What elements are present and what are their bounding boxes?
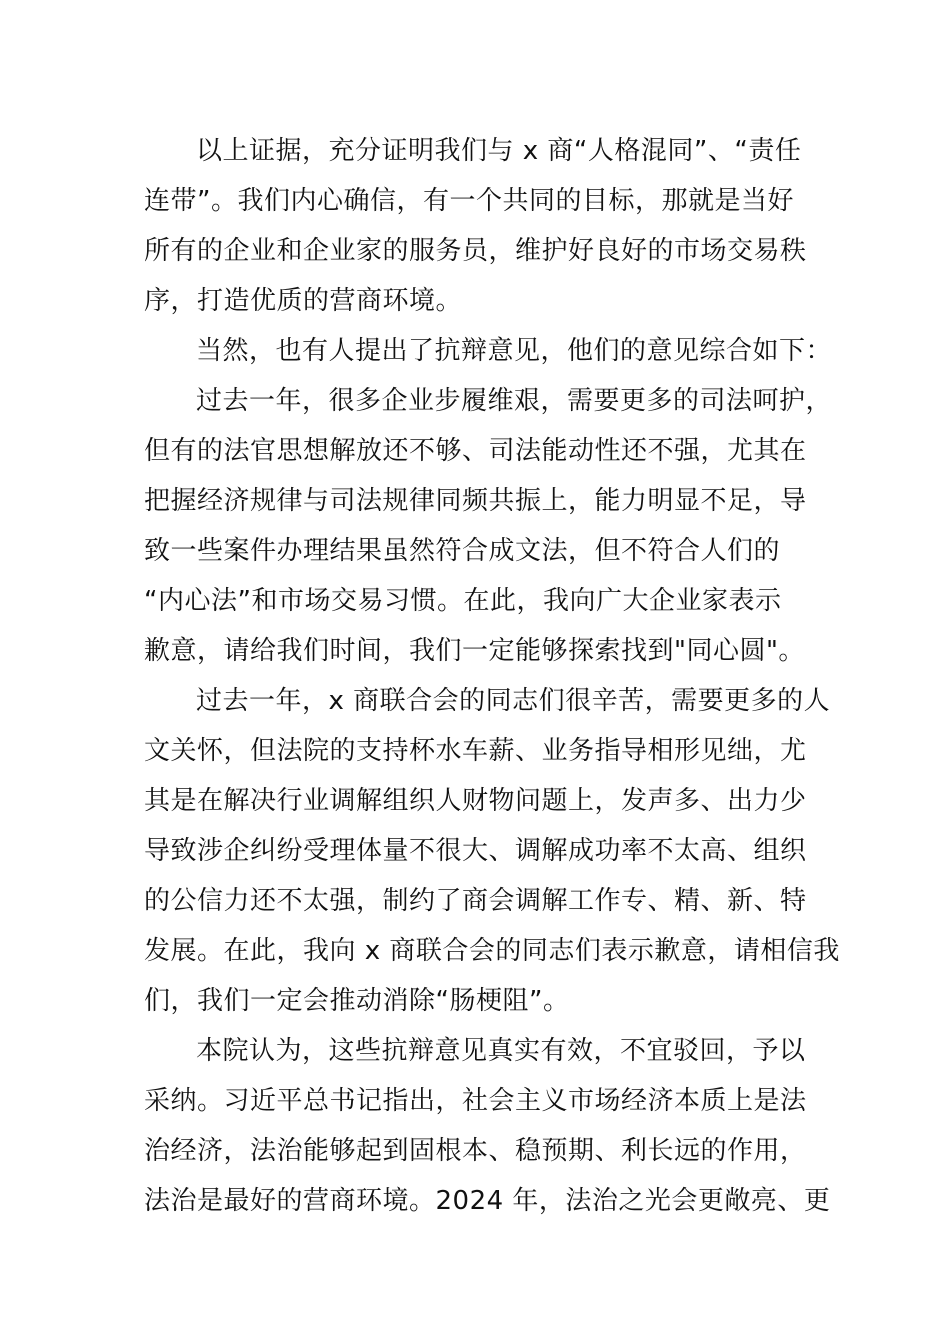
paragraph-line: 其是在解决行业调解组织人财物问题上，发声多、出力少 [144,786,807,816]
paragraph-line: 序，打造优质的营商环境。 [144,286,463,316]
paragraph-line: 们，我们一定会推动消除“肠梗阻”。 [144,986,570,1016]
paragraph-line: 法治是最好的营商环境。2024 年，法治之光会更敞亮、更 [144,1186,831,1216]
paragraph-line: 过去一年，很多企业步履维艰，需要更多的司法呵护， [196,386,833,416]
paragraph-line: 本院认为，这些抗辩意见真实有效，不宜驳回，予以 [196,1036,806,1066]
paragraph-line: 导致涉企纠纷受理体量不很大、调解成功率不太高、组织 [144,836,807,866]
paragraph-line: 发展。在此，我向 x 商联合会的同志们表示歉意，请相信我 [144,936,840,966]
paragraph-line: 的公信力还不太强，制约了商会调解工作专、精、新、特 [144,886,807,916]
paragraph-line: 治经济，法治能够起到固根本、稳预期、利长远的作用， [144,1136,807,1166]
paragraph-line: 采纳。习近平总书记指出，社会主义市场经济本质上是法 [144,1086,807,1116]
paragraph-line: 所有的企业和企业家的服务员，维护好良好的市场交易秩 [144,236,807,266]
paragraph-line: 以上证据，充分证明我们与 x 商“人格混同”、“责任 [196,136,802,166]
paragraph-line: 过去一年，x 商联合会的同志们很辛苦，需要更多的人 [196,686,831,716]
body-text [144,126,840,1226]
paragraph-line: “内心法”和市场交易习惯。在此，我向广大企业家表示 [144,586,782,616]
paragraph-line: 歉意，请给我们时间，我们一定能够探索找到"同心圆"。 [144,636,805,666]
paragraph-line: 但有的法官思想解放还不够、司法能动性还不强，尤其在 [144,436,807,466]
paragraph-line: 致一些案件办理结果虽然符合成文法，但不符合人们的 [144,536,781,566]
paragraph-line: 连带”。我们内心确信，有一个共同的目标，那就是当好 [144,186,794,216]
paragraph-line: 文关怀，但法院的支持杯水车薪、业务指导相形见绌，尤 [144,736,807,766]
paragraph-line: 当然，也有人提出了抗辩意见，他们的意见综合如下： [196,336,833,366]
paragraph-line: 把握经济规律与司法规律同频共振上，能力明显不足，导 [144,486,807,516]
